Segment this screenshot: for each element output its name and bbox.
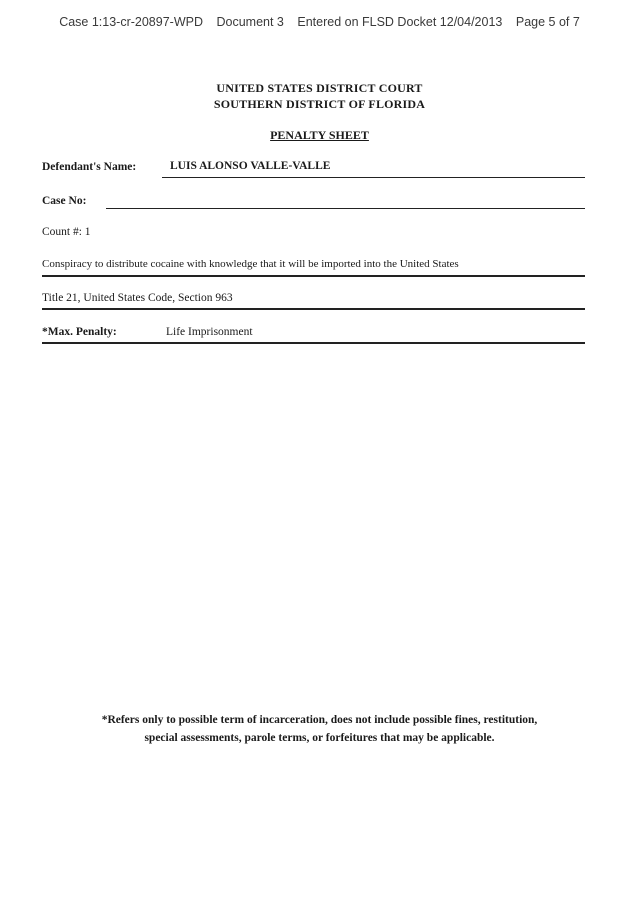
max-penalty-rule — [42, 342, 585, 344]
docket-entered-date: Entered on FLSD Docket 12/04/2013 — [297, 15, 503, 29]
defendant-name-value: LUIS ALONSO VALLE-VALLE — [170, 160, 331, 172]
charge-description: Conspiracy to distribute cocaine with knowledge that it will be imported into the United States — [42, 258, 459, 270]
court-name-line-1: UNITED STATES DISTRICT COURT — [216, 81, 423, 95]
case-number-label: Case No: — [42, 195, 87, 207]
statute-citation: Title 21, United States Code, Section 963 — [42, 292, 233, 304]
docket-case-number: Case 1:13-cr-20897-WPD — [59, 15, 203, 29]
defendant-name-rule — [162, 177, 585, 178]
docket-page-number: Page 5 of 7 — [515, 15, 580, 29]
footnote-line-2: special assessments, parole terms, or forfeitures that may be applicable. — [144, 732, 495, 744]
defendant-name-label: Defendant's Name: — [42, 161, 137, 173]
page-title: PENALTY SHEET — [270, 128, 369, 142]
docket-document-number: Document 3 — [216, 15, 284, 29]
max-penalty-value: Life Imprisonment — [166, 326, 253, 338]
max-penalty-label: *Max. Penalty: — [42, 326, 117, 338]
charge-rule — [42, 275, 585, 277]
footnote-line-1: *Refers only to possible term of incarceration, does not include possible fines, restitution, — [101, 714, 538, 726]
statute-rule — [42, 308, 585, 310]
case-number-rule — [106, 208, 585, 209]
court-name-line-2: SOUTHERN DISTRICT OF FLORIDA — [213, 97, 426, 111]
footnote — [30, 711, 609, 747]
docket-header — [0, 15, 639, 29]
count-label: Count #: 1 — [42, 226, 91, 238]
